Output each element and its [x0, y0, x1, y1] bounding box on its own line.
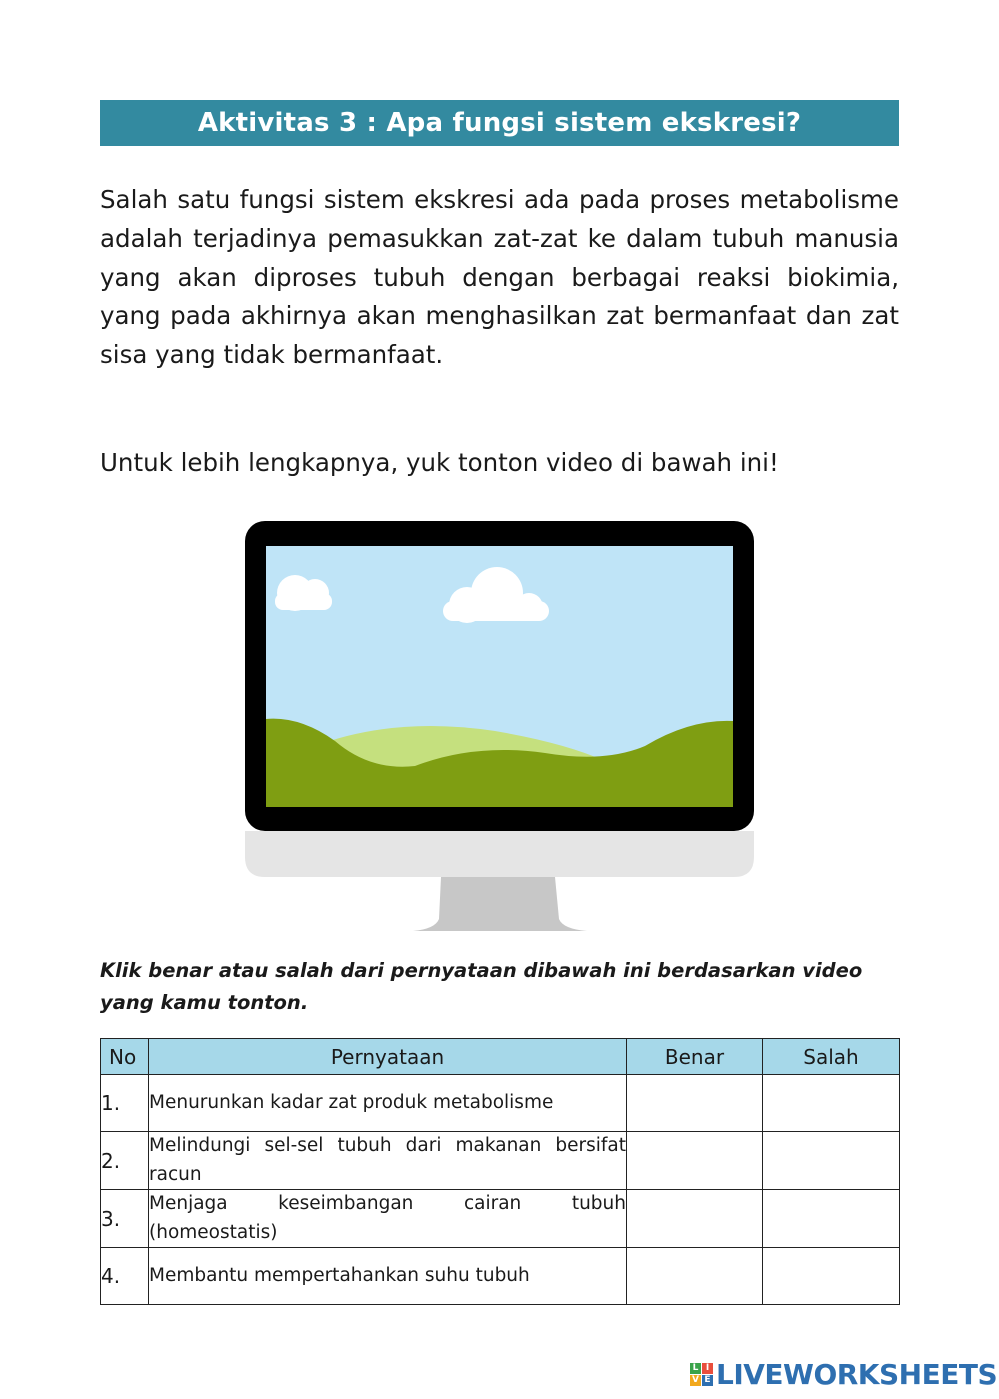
header-true: Benar — [627, 1039, 763, 1075]
answer-true-cell[interactable] — [627, 1248, 763, 1305]
answer-false-cell[interactable] — [763, 1190, 900, 1248]
statement-table — [100, 1038, 900, 1305]
answer-false-cell[interactable] — [763, 1075, 900, 1132]
row-number: 4. — [101, 1248, 149, 1305]
header-false: Salah — [763, 1039, 900, 1075]
answer-true-cell[interactable] — [627, 1190, 763, 1248]
video-prompt: Untuk lebih lengkapnya, yuk tonton video di bawah ini! — [100, 448, 779, 477]
statement-text: Membantu mempertahankan suhu tubuh — [149, 1248, 627, 1305]
answer-false-cell[interactable] — [763, 1248, 900, 1305]
liveworksheets-logo[interactable] — [690, 1357, 997, 1391]
header-statement: Pernyataan — [149, 1039, 627, 1075]
header-no: No — [101, 1039, 149, 1075]
video-player[interactable] — [245, 521, 754, 933]
quiz-instruction: Klik benar atau salah dari pernyataan dibawah ini berdasarkan video yang kamu tonton. — [100, 959, 863, 1014]
table-header-row — [101, 1039, 900, 1075]
answer-true-cell[interactable] — [627, 1075, 763, 1132]
logo-mark-icon: L I V E — [690, 1363, 713, 1386]
answer-false-cell[interactable] — [763, 1132, 900, 1190]
answer-true-cell[interactable] — [627, 1132, 763, 1190]
logo-text: LIVEWORKSHEETS — [716, 1357, 998, 1391]
video-screen — [266, 546, 733, 807]
statement-text: Melindungi sel-sel tubuh dari makanan bersifat racun — [149, 1132, 627, 1190]
monitor-chin — [245, 831, 754, 877]
table-row — [101, 1132, 900, 1190]
table-row — [101, 1248, 900, 1305]
row-number: 3. — [101, 1190, 149, 1248]
monitor-illustration — [245, 521, 754, 933]
statement-text: Menjaga keseimbangan cairan tubuh (homeostatis) — [149, 1190, 627, 1248]
row-number: 2. — [101, 1132, 149, 1190]
table-row — [101, 1190, 900, 1248]
table-row — [101, 1075, 900, 1132]
intro-paragraph: Salah satu fungsi sistem ekskresi ada pada proses metabolisme adalah terjadinya pemasukkan zat-zat ke dalam tubuh manusia yang akan diproses tubuh dengan berbagai reaksi biokimia, yang pada akhirnya akan menghasilkan zat bermanfaat dan zat sisa yang tidak bermanfaat. — [100, 185, 899, 370]
activity-title: Aktivitas 3 : Apa fungsi sistem ekskresi? — [100, 100, 899, 146]
statement-text: Menurunkan kadar zat produk metabolisme — [149, 1075, 627, 1132]
row-number: 1. — [101, 1075, 149, 1132]
monitor-stand — [413, 877, 587, 931]
